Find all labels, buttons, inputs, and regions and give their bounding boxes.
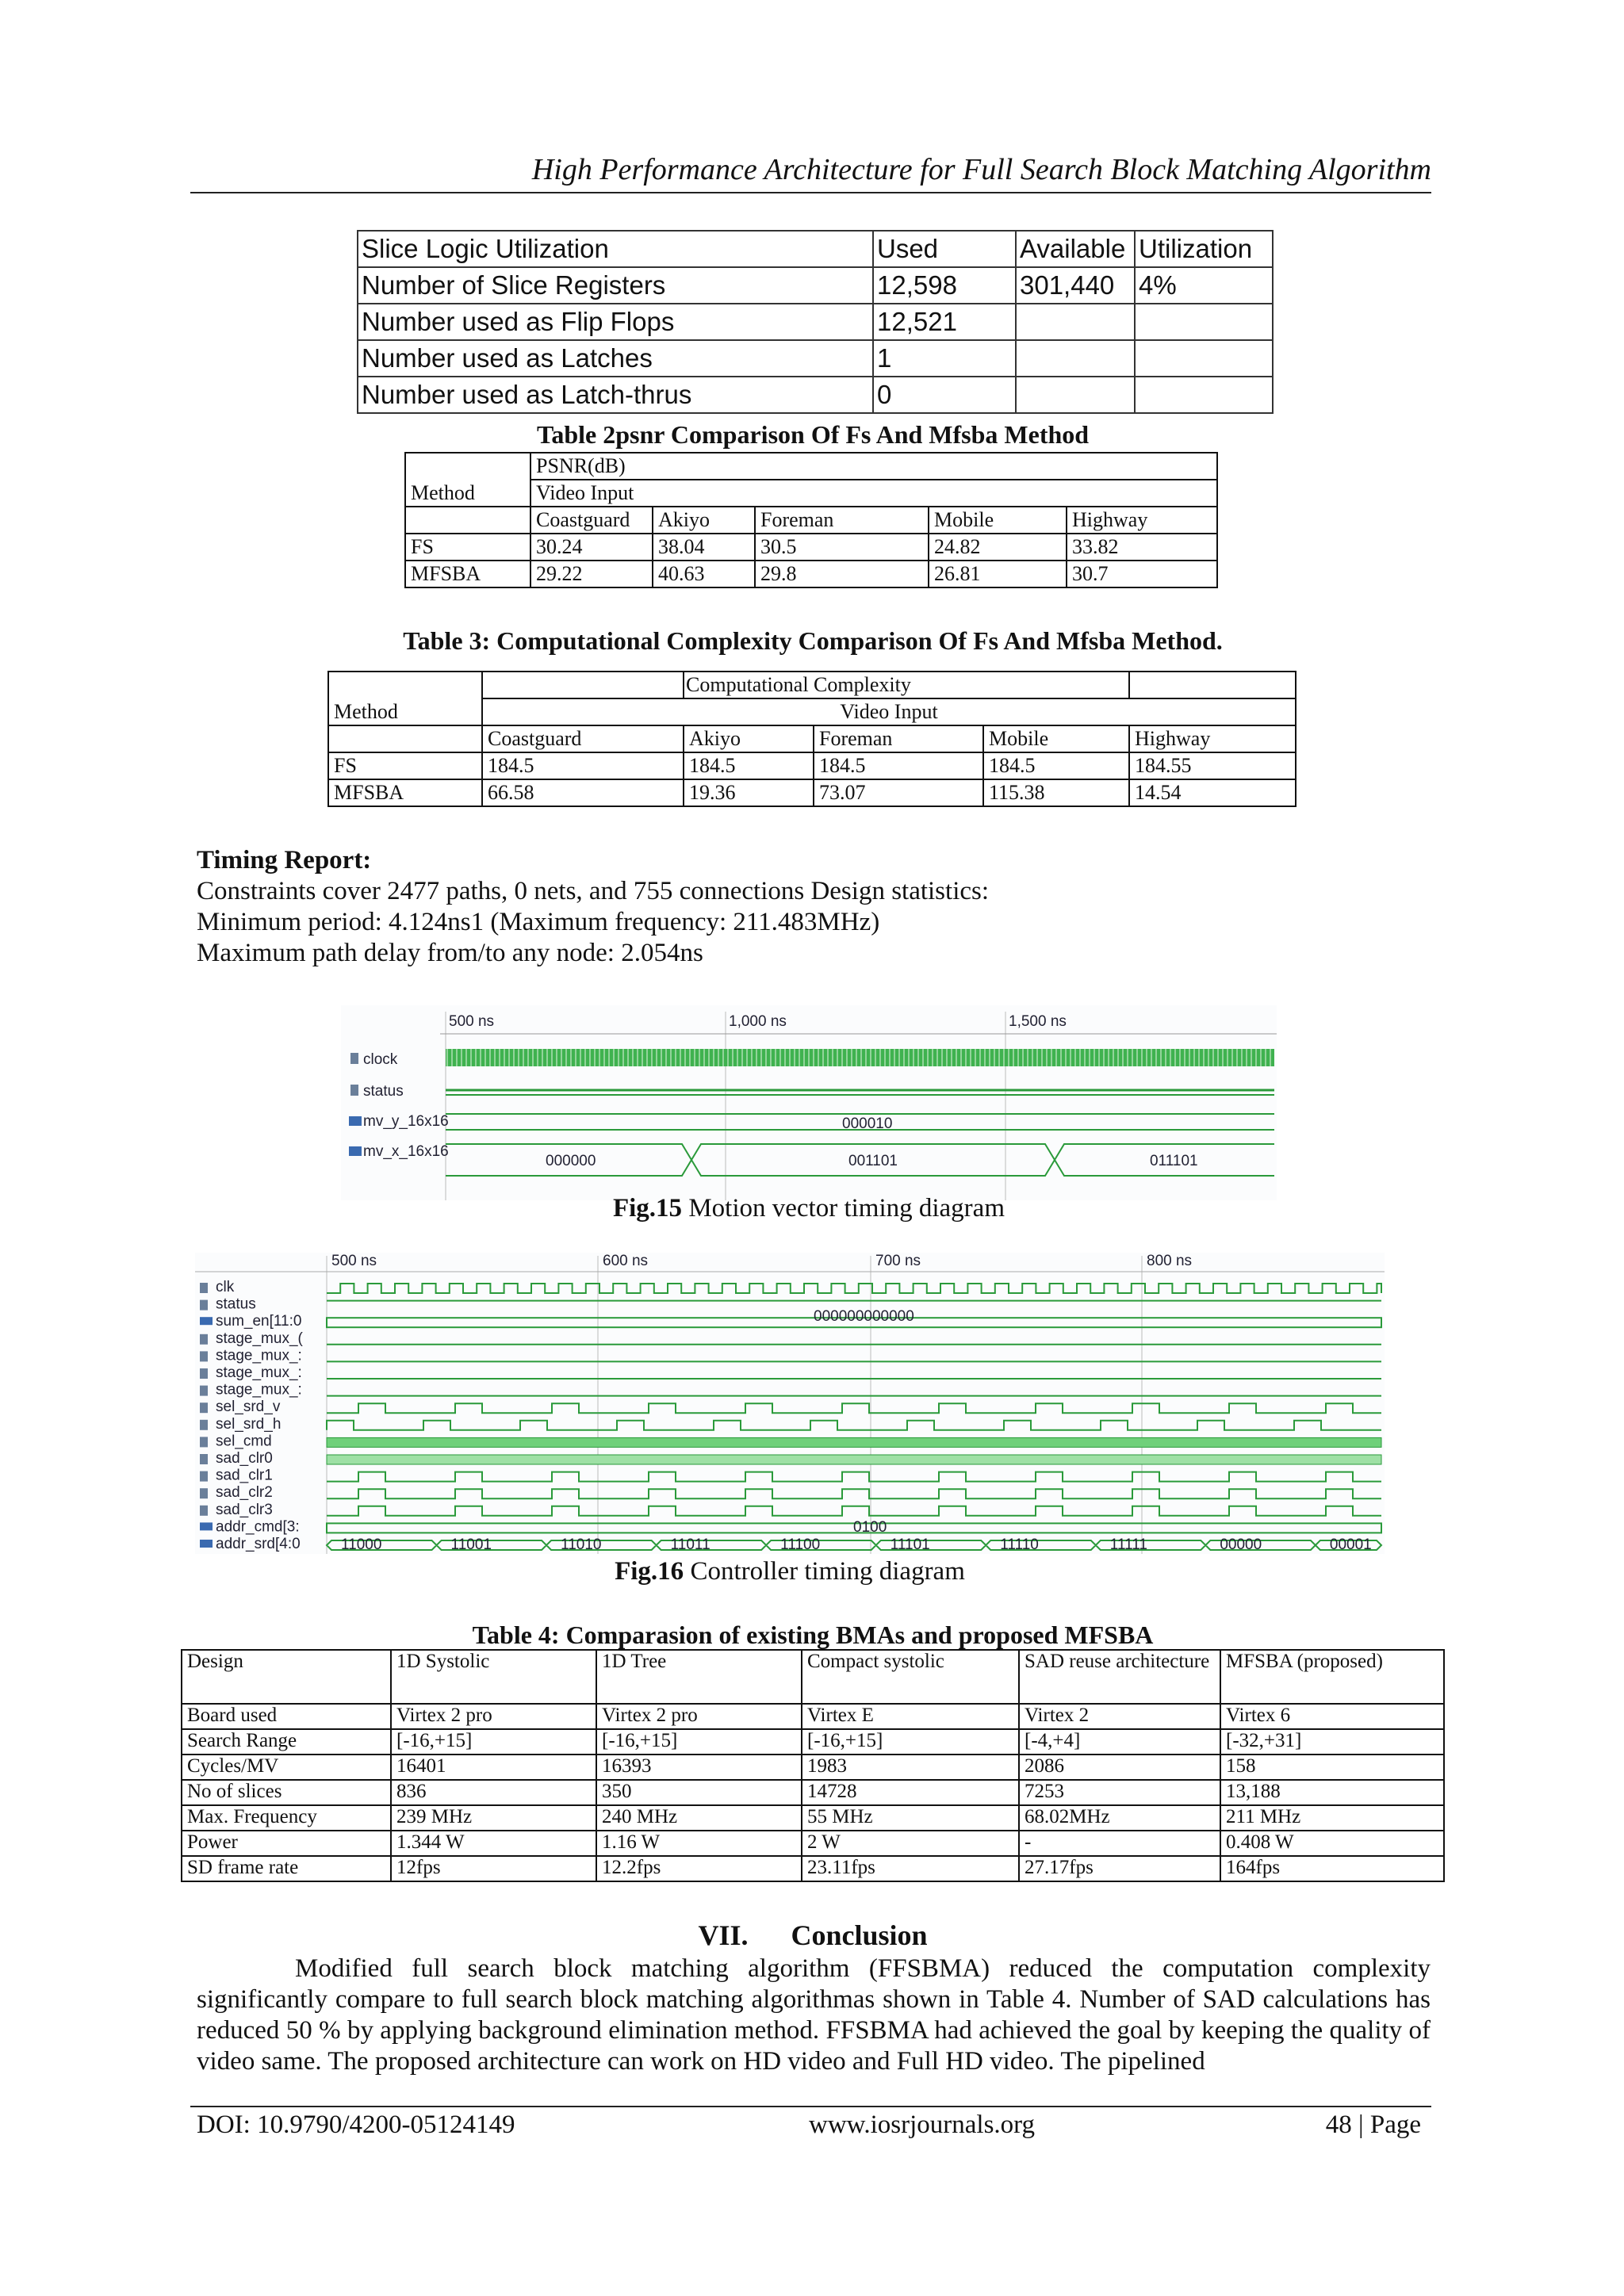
method-header: Method: [405, 453, 530, 507]
table-cell: 1: [873, 340, 1016, 377]
column-header: Foreman: [755, 507, 929, 534]
table-cell: 19.36: [684, 779, 814, 806]
table-row: [328, 725, 1296, 752]
table-row: [182, 1780, 1444, 1805]
table-cell: 38.04: [653, 534, 755, 561]
table-cell: 7253: [1019, 1780, 1220, 1805]
column-header: Mobile: [929, 507, 1067, 534]
footer-doi: DOI: 10.9790/4200-05124149: [197, 2110, 515, 2139]
bus-value: 11101: [890, 1536, 930, 1553]
table-row: [405, 507, 1217, 534]
fig16-caption: [195, 1557, 1385, 1586]
fig16-caption-label: Fig.16: [615, 1557, 684, 1586]
signal-icon: [200, 1351, 208, 1361]
footer-page: 48 | Page: [1325, 2110, 1421, 2139]
column-header: Akiyo: [684, 725, 814, 752]
video-input-header: Video Input: [530, 480, 1217, 507]
signal-name: sel_srd_h: [216, 1415, 282, 1433]
table-cell: 14728: [802, 1780, 1019, 1805]
table-cell: MFSBA: [328, 779, 482, 806]
header-rule: [190, 192, 1431, 193]
table3-caption: Table 3: Computational Complexity Comparison Of Fs And Mfsba Method.: [403, 626, 1223, 655]
signal-name: stage_mux_:: [216, 1364, 302, 1381]
table-cell: 68.02MHz: [1019, 1805, 1220, 1831]
bus-value: 11100: [780, 1536, 821, 1553]
column-header: Highway: [1067, 507, 1217, 534]
table-row: [358, 267, 1273, 304]
table-cell: MFSBA: [405, 561, 530, 587]
table-cell: [1135, 304, 1273, 340]
column-header: SAD reuse architecture: [1019, 1650, 1220, 1704]
table-cell: Virtex 2 pro: [596, 1704, 802, 1729]
table-cell: 40.63: [653, 561, 755, 587]
bus-value: 11011: [670, 1536, 710, 1553]
section-heading: [190, 1919, 1435, 1952]
table-row: [182, 1805, 1444, 1831]
column-header: Highway: [1129, 725, 1296, 752]
table-cell: Number used as Latch-thrus: [358, 377, 873, 413]
bus-value: 001101: [848, 1153, 898, 1169]
signal-icon: [200, 1488, 208, 1498]
table-row: [328, 752, 1296, 779]
bus-value: 0100: [853, 1519, 887, 1536]
table-row: [328, 672, 1296, 698]
bus-icon: [349, 1116, 362, 1126]
table-cell: 350: [596, 1780, 802, 1805]
signal-name: status: [216, 1295, 256, 1313]
table-row: [182, 1704, 1444, 1729]
bus-value: 11111: [1109, 1536, 1147, 1553]
signal-name: clk: [216, 1279, 235, 1295]
signal-icon: [200, 1283, 208, 1293]
signal-name: sad_clr0: [216, 1450, 273, 1467]
table-cell: [405, 507, 530, 534]
table-row: [182, 1729, 1444, 1755]
signal-name: sel_cmd: [216, 1433, 272, 1450]
fig16-caption-text: Controller timing diagram: [684, 1557, 965, 1586]
table2-caption: Table 2psnr Comparison Of Fs And Mfsba Method: [536, 420, 1090, 449]
bus-value: 000000000000: [814, 1308, 914, 1325]
table-cell: 12fps: [391, 1856, 596, 1881]
table-cell: [1135, 377, 1273, 413]
table-cell: [-16,+15]: [802, 1729, 1019, 1755]
table-cell: Power: [182, 1831, 391, 1856]
table-cell: 30.24: [530, 534, 653, 561]
table-cell: [1016, 340, 1135, 377]
table-cell: SD frame rate: [182, 1856, 391, 1881]
method-header: Method: [328, 672, 482, 725]
signal-icon: [200, 1334, 208, 1345]
table-cell: 12,598: [873, 267, 1016, 304]
table-cell: 73.07: [814, 779, 983, 806]
bus-icon: [200, 1540, 213, 1548]
column-header: Coastguard: [530, 507, 653, 534]
signal-name: sum_en[11:0: [216, 1313, 302, 1330]
bus-value: 00000: [1220, 1536, 1262, 1553]
table-cell: 27.17fps: [1019, 1856, 1220, 1881]
timing-report: [197, 845, 1434, 969]
psnr-table: [404, 452, 1218, 588]
signal-name: status: [363, 1083, 404, 1100]
bus-value: 00001: [1329, 1536, 1372, 1553]
signal-name: sad_clr1: [216, 1467, 273, 1484]
section-title: Conclusion: [791, 1919, 928, 1951]
table-row: [358, 231, 1273, 267]
column-header: 1D Tree: [596, 1650, 802, 1704]
signal-icon: [200, 1506, 208, 1516]
table-cell: 55 MHz: [802, 1805, 1019, 1831]
signal-name: sel_srd_v: [216, 1399, 281, 1416]
table-cell: 24.82: [929, 534, 1067, 561]
table-cell: [-16,+15]: [596, 1729, 802, 1755]
table-cell: 66.58: [482, 779, 684, 806]
signal-icon: [200, 1454, 208, 1464]
time-label: 500 ns: [331, 1253, 377, 1269]
footer-rule: [190, 2106, 1431, 2107]
footer-site: www.iosrjournals.org: [809, 2110, 1036, 2139]
sad-clr0-waveform: [327, 1455, 1381, 1464]
table-cell: [-32,+31]: [1220, 1729, 1444, 1755]
signal-name: stage_mux_:: [216, 1347, 302, 1364]
table-cell: [1016, 377, 1135, 413]
timing-line: Constraints cover 2477 paths, 0 nets, and 755 connections Design statistics:: [197, 877, 990, 905]
table-cell: [482, 672, 684, 698]
table-cell: 30.7: [1067, 561, 1217, 587]
signal-name: sad_clr3: [216, 1501, 273, 1518]
signal-name: stage_mux_:: [216, 1381, 302, 1399]
signal-name: addr_srd[4:0: [216, 1536, 301, 1552]
metric-header: PSNR(dB): [530, 453, 1217, 480]
signal-icon: [200, 1300, 208, 1311]
table-cell: Number used as Flip Flops: [358, 304, 873, 340]
time-label: 700 ns: [875, 1253, 921, 1269]
table-cell: 29.22: [530, 561, 653, 587]
table-row: [358, 377, 1273, 413]
table-cell: 301,440: [1016, 267, 1135, 304]
running-header: High Performance Architecture for Full Search Block Matching Algorithm: [531, 153, 1431, 186]
table-cell: Cycles/MV: [182, 1755, 391, 1780]
table-cell: 2 W: [802, 1831, 1019, 1856]
signal-icon: [200, 1368, 208, 1379]
table-row: [405, 561, 1217, 587]
signal-icon: [200, 1471, 208, 1482]
table-cell: 184.5: [482, 752, 684, 779]
complexity-table: [327, 671, 1297, 807]
bus-value: 11010: [561, 1536, 602, 1553]
table-cell: 184.55: [1129, 752, 1296, 779]
signal-name: stage_mux_(: [216, 1330, 303, 1347]
table-cell: 184.5: [684, 752, 814, 779]
table-header-cell: Available: [1016, 231, 1135, 267]
table-cell: [-16,+15]: [391, 1729, 596, 1755]
bus-value: 000000: [546, 1153, 596, 1169]
table-cell: 26.81: [929, 561, 1067, 587]
table-cell: 184.5: [983, 752, 1129, 779]
table-header-cell: Used: [873, 231, 1016, 267]
table-cell: Board used: [182, 1704, 391, 1729]
bus-icon: [200, 1317, 213, 1325]
signal-name: clock: [363, 1051, 398, 1068]
table-cell: 14.54: [1129, 779, 1296, 806]
table-cell: 29.8: [755, 561, 929, 587]
fig16-waveform: [195, 1253, 1385, 1554]
table-cell: 4%: [1135, 267, 1273, 304]
column-header: Compact systolic: [802, 1650, 1019, 1704]
signal-icon: [200, 1420, 208, 1430]
table-cell: 1983: [802, 1755, 1019, 1780]
table-row: [405, 534, 1217, 561]
time-label: 1,500 ns: [1009, 1013, 1067, 1030]
signal-icon: [200, 1402, 208, 1413]
signal-icon: [350, 1085, 358, 1096]
conclusion-paragraph: Modified full search block matching algorithm (FFSBMA) reduced the computation complexity significantly compare to full search block matching algorithmas shown in Table 4. Number of SAD calculations has reduced 50 % by applying background elimination method. FFSBMA had achieved the goal by keeping the quality of video same. The proposed architecture can work on HD video and Full HD video. The pipelined: [197, 1954, 1431, 2076]
bus-icon: [349, 1146, 362, 1156]
table-cell: 16401: [391, 1755, 596, 1780]
time-label: 800 ns: [1147, 1253, 1193, 1269]
bus-value: 11001: [450, 1536, 492, 1553]
signal-icon: [200, 1437, 208, 1447]
table-cell: Number used as Latches: [358, 340, 873, 377]
table-cell: 12,521: [873, 304, 1016, 340]
section-number: VII.: [698, 1919, 749, 1951]
table-cell: 23.11fps: [802, 1856, 1019, 1881]
table-cell: 0.408 W: [1220, 1831, 1444, 1856]
fig15-waveform: [341, 1005, 1277, 1200]
time-label: 600 ns: [603, 1253, 649, 1269]
table-row: [328, 779, 1296, 806]
timing-line: Minimum period: 4.124ns1 (Maximum frequency: 211.483MHz): [197, 908, 880, 936]
table-row: [182, 1856, 1444, 1881]
time-label: 500 ns: [449, 1013, 495, 1030]
table-cell: 239 MHz: [391, 1805, 596, 1831]
table-cell: 158: [1220, 1755, 1444, 1780]
table-cell: 16393: [596, 1755, 802, 1780]
table-cell: 836: [391, 1780, 596, 1805]
timing-line: Maximum path delay from/to any node: 2.054ns: [197, 939, 703, 967]
column-header: Foreman: [814, 725, 983, 752]
table-row: [405, 453, 1217, 480]
table-cell: Virtex 6: [1220, 1704, 1444, 1729]
table-cell: [328, 725, 482, 752]
column-header: Design: [182, 1650, 391, 1704]
table-cell: No of slices: [182, 1780, 391, 1805]
table-cell: 184.5: [814, 752, 983, 779]
table-row: [358, 340, 1273, 377]
column-header: Mobile: [983, 725, 1129, 752]
table-cell: 1.344 W: [391, 1831, 596, 1856]
table-cell: Virtex 2: [1019, 1704, 1220, 1729]
table-row: [182, 1755, 1444, 1780]
table-cell: Virtex E: [802, 1704, 1019, 1729]
bus-icon: [200, 1522, 213, 1530]
table-cell: 12.2fps: [596, 1856, 802, 1881]
bus-value: 11000: [341, 1536, 382, 1553]
column-header: MFSBA (proposed): [1220, 1650, 1444, 1704]
table-row: [358, 304, 1273, 340]
time-label: 1,000 ns: [729, 1013, 787, 1030]
bus-value: 000010: [842, 1115, 893, 1132]
signal-name: mv_x_16x16: [363, 1143, 449, 1160]
table-cell: 164fps: [1220, 1856, 1444, 1881]
video-input-header: Video Input: [482, 698, 1296, 725]
sel-cmd-waveform: [327, 1437, 1381, 1447]
column-header: Akiyo: [653, 507, 755, 534]
table-cell: FS: [328, 752, 482, 779]
signal-name: addr_cmd[3:: [216, 1518, 300, 1536]
signal-name: mv_y_16x16: [363, 1113, 449, 1130]
clock-waveform: [446, 1049, 1274, 1066]
slice-utilization-table: [357, 230, 1274, 414]
table-cell: 13,188: [1220, 1780, 1444, 1805]
bus-value: 11110: [1000, 1536, 1039, 1553]
table-cell: [1129, 672, 1296, 698]
table-cell: 30.5: [755, 534, 929, 561]
table-row: [182, 1650, 1444, 1704]
fig15-caption: [341, 1194, 1277, 1223]
table-cell: Search Range: [182, 1729, 391, 1755]
table-cell: Number of Slice Registers: [358, 267, 873, 304]
signal-icon: [350, 1053, 358, 1064]
table-cell: [1135, 340, 1273, 377]
signal-icon: [200, 1386, 208, 1396]
table-cell: 33.82: [1067, 534, 1217, 561]
table-header-cell: Utilization: [1135, 231, 1273, 267]
table-cell: Virtex 2 pro: [391, 1704, 596, 1729]
table-cell: [1016, 304, 1135, 340]
signal-name: sad_clr2: [216, 1484, 273, 1502]
table-header-cell: Slice Logic Utilization: [358, 231, 873, 267]
table-cell: 0: [873, 377, 1016, 413]
bma-comparison-table: [181, 1649, 1445, 1882]
fig15-caption-text: Motion vector timing diagram: [682, 1194, 1005, 1223]
table-row: [182, 1831, 1444, 1856]
table4-caption: Table 4: Comparasion of existing BMAs and proposed MFSBA: [472, 1621, 1154, 1649]
fig15-caption-label: Fig.15: [612, 1194, 683, 1223]
table-cell: 2086: [1019, 1755, 1220, 1780]
column-header: 1D Systolic: [391, 1650, 596, 1704]
timing-heading: Timing Report:: [197, 846, 372, 874]
table-cell: 211 MHz: [1220, 1805, 1444, 1831]
table-cell: Max. Frequency: [182, 1805, 391, 1831]
table-cell: 1.16 W: [596, 1831, 802, 1856]
table-cell: 115.38: [983, 779, 1129, 806]
table-cell: [-4,+4]: [1019, 1729, 1220, 1755]
column-header: Coastguard: [482, 725, 684, 752]
bus-value: 011101: [1150, 1153, 1198, 1169]
table-cell: -: [1019, 1831, 1220, 1856]
table-cell: FS: [405, 534, 530, 561]
metric-header: Computational Complexity: [684, 672, 1129, 698]
table-cell: 240 MHz: [596, 1805, 802, 1831]
